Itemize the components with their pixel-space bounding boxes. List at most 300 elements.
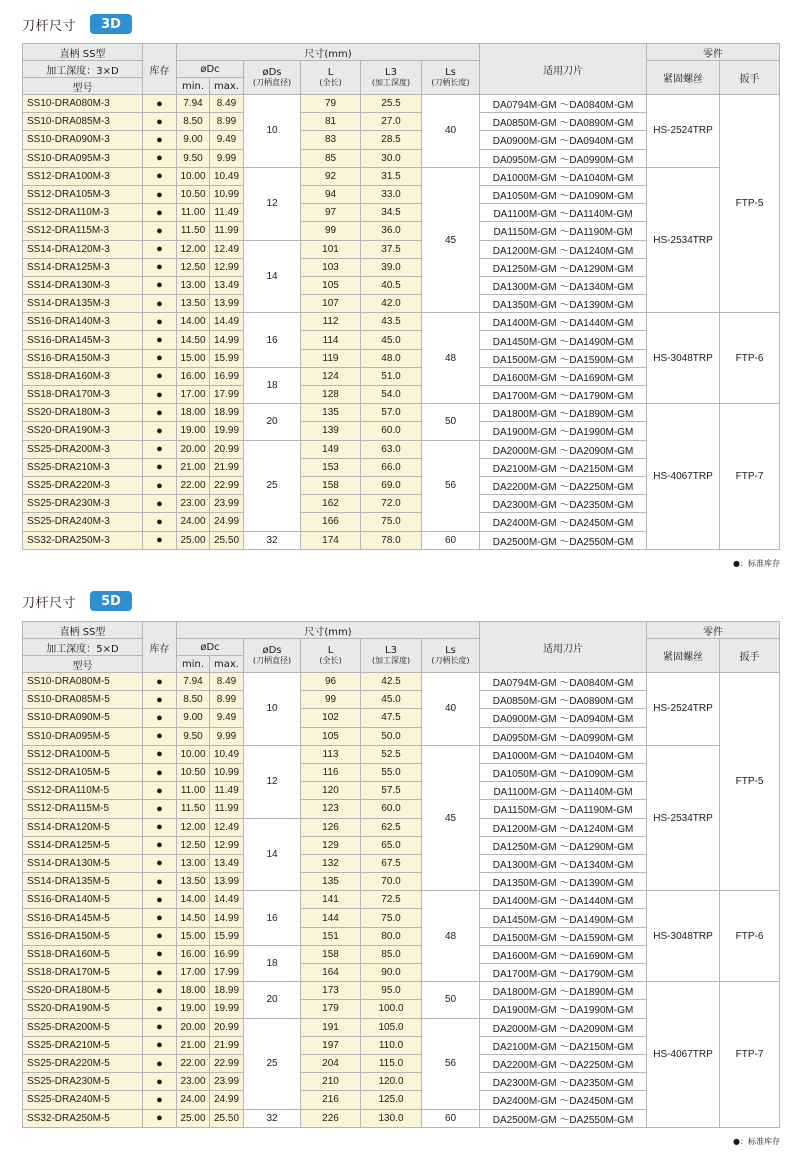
ls-cell: 48 bbox=[422, 313, 480, 404]
l3-cell: 30.0 bbox=[361, 149, 422, 167]
l-cell: 135 bbox=[301, 404, 361, 422]
model-cell: SS25-DRA200M-3 bbox=[23, 440, 143, 458]
dc-min-cell: 20.00 bbox=[177, 440, 210, 458]
wrench-cell: FTP-7 bbox=[720, 982, 780, 1128]
dc-max-cell: 18.99 bbox=[210, 404, 244, 422]
dc-min-cell: 11.00 bbox=[177, 782, 210, 800]
dc-max-cell: 9.99 bbox=[210, 149, 244, 167]
l-cell: 135 bbox=[301, 873, 361, 891]
dc-min-cell: 11.00 bbox=[177, 204, 210, 222]
dc-min-cell: 10.50 bbox=[177, 185, 210, 203]
l-cell: 197 bbox=[301, 1036, 361, 1054]
screw-cell: HS-2524TRP bbox=[647, 673, 720, 746]
blade-cell: DA0850M-GM ～DA0890M-GM bbox=[480, 113, 647, 131]
header-size: 尺寸(mm) bbox=[177, 44, 480, 61]
ds-cell: 18 bbox=[244, 945, 301, 981]
l3-cell: 54.0 bbox=[361, 386, 422, 404]
header-ds-label: øDs bbox=[262, 67, 282, 78]
model-cell: SS25-DRA230M-5 bbox=[23, 1073, 143, 1091]
blade-cell: DA1700M-GM ～DA1790M-GM bbox=[480, 386, 647, 404]
header-parts: 零件 bbox=[647, 622, 780, 639]
header-dc: øDc bbox=[177, 61, 244, 78]
dc-max-cell: 15.99 bbox=[210, 349, 244, 367]
stock-indicator: ● bbox=[143, 258, 177, 276]
header-l bbox=[301, 61, 361, 95]
header-ls-label: Ls bbox=[445, 645, 456, 656]
dc-min-cell: 8.50 bbox=[177, 691, 210, 709]
model-cell: SS10-DRA085M-5 bbox=[23, 691, 143, 709]
ls-cell: 48 bbox=[422, 891, 480, 982]
l-cell: 112 bbox=[301, 313, 361, 331]
dc-max-cell: 21.99 bbox=[210, 458, 244, 476]
l-cell: 151 bbox=[301, 927, 361, 945]
ls-cell: 50 bbox=[422, 404, 480, 440]
blade-cell: DA1700M-GM ～DA1790M-GM bbox=[480, 964, 647, 982]
l3-cell: 110.0 bbox=[361, 1036, 422, 1054]
header-ls-sub: (刀柄长度) bbox=[431, 78, 470, 87]
stock-indicator: ● bbox=[143, 495, 177, 513]
blade-cell: DA1050M-GM ～DA1090M-GM bbox=[480, 763, 647, 781]
dc-max-cell: 10.99 bbox=[210, 185, 244, 203]
l3-cell: 25.5 bbox=[361, 95, 422, 113]
l3-cell: 47.5 bbox=[361, 709, 422, 727]
dc-max-cell: 10.99 bbox=[210, 763, 244, 781]
screw-cell: HS-3048TRP bbox=[647, 313, 720, 404]
dc-min-cell: 15.00 bbox=[177, 927, 210, 945]
l-cell: 120 bbox=[301, 782, 361, 800]
stock-indicator: ● bbox=[143, 367, 177, 385]
header-depth: 加工深度：5×D bbox=[23, 639, 143, 656]
blade-cell: DA0794M-GM ～DA0840M-GM bbox=[480, 95, 647, 113]
dc-min-cell: 25.00 bbox=[177, 531, 210, 549]
l-cell: 162 bbox=[301, 495, 361, 513]
stock-indicator: ● bbox=[143, 313, 177, 331]
header-l-sub: (全长) bbox=[319, 656, 342, 665]
dc-min-cell: 24.00 bbox=[177, 513, 210, 531]
ds-cell: 14 bbox=[244, 240, 301, 313]
blade-cell: DA1300M-GM ～DA1340M-GM bbox=[480, 276, 647, 294]
header-size: 尺寸(mm) bbox=[177, 622, 480, 639]
spec-table-body bbox=[23, 95, 780, 550]
dc-max-cell: 11.49 bbox=[210, 204, 244, 222]
l3-cell: 80.0 bbox=[361, 927, 422, 945]
wrench-cell: FTP-5 bbox=[720, 673, 780, 891]
stock-indicator: ● bbox=[143, 95, 177, 113]
blade-cell: DA1800M-GM ～DA1890M-GM bbox=[480, 404, 647, 422]
dc-min-cell: 14.00 bbox=[177, 891, 210, 909]
model-cell: SS12-DRA105M-5 bbox=[23, 763, 143, 781]
dc-min-cell: 9.50 bbox=[177, 727, 210, 745]
wrench-cell: FTP-6 bbox=[720, 891, 780, 982]
dc-min-cell: 10.00 bbox=[177, 745, 210, 763]
dc-min-cell: 12.00 bbox=[177, 240, 210, 258]
dc-min-cell: 12.50 bbox=[177, 836, 210, 854]
stock-indicator: ● bbox=[143, 386, 177, 404]
header-dc-min: min. bbox=[177, 656, 210, 673]
l3-cell: 43.5 bbox=[361, 313, 422, 331]
l3-cell: 120.0 bbox=[361, 1073, 422, 1091]
header-l3-sub: (加工深度) bbox=[371, 78, 411, 87]
model-cell: SS25-DRA210M-3 bbox=[23, 458, 143, 476]
model-cell: SS10-DRA095M-5 bbox=[23, 727, 143, 745]
l-cell: 210 bbox=[301, 1073, 361, 1091]
blade-cell: DA1350M-GM ～DA1390M-GM bbox=[480, 873, 647, 891]
l-cell: 83 bbox=[301, 131, 361, 149]
blade-cell: DA1450M-GM ～DA1490M-GM bbox=[480, 909, 647, 927]
model-cell: SS12-DRA110M-5 bbox=[23, 782, 143, 800]
model-cell: SS20-DRA180M-3 bbox=[23, 404, 143, 422]
dc-max-cell: 10.49 bbox=[210, 745, 244, 763]
l3-cell: 100.0 bbox=[361, 1000, 422, 1018]
header-dc-max: max. bbox=[210, 78, 244, 95]
l3-cell: 34.5 bbox=[361, 204, 422, 222]
ls-cell: 50 bbox=[422, 982, 480, 1018]
stock-indicator: ● bbox=[143, 909, 177, 927]
model-cell: SS14-DRA130M-5 bbox=[23, 854, 143, 872]
l-cell: 94 bbox=[301, 185, 361, 203]
stock-indicator: ● bbox=[143, 1109, 177, 1127]
table-row bbox=[23, 313, 780, 331]
stock-legend-note: ●：标准库存 bbox=[733, 1137, 780, 1146]
stock-indicator: ● bbox=[143, 331, 177, 349]
l-cell: 158 bbox=[301, 945, 361, 963]
l3-cell: 90.0 bbox=[361, 964, 422, 982]
header-l3-label: L3 bbox=[385, 645, 397, 656]
ds-cell: 25 bbox=[244, 440, 301, 531]
dc-max-cell: 20.99 bbox=[210, 1018, 244, 1036]
blade-cell: DA2500M-GM ～DA2550M-GM bbox=[480, 531, 647, 549]
l3-cell: 60.0 bbox=[361, 800, 422, 818]
dc-max-cell: 14.49 bbox=[210, 313, 244, 331]
l3-cell: 85.0 bbox=[361, 945, 422, 963]
model-cell: SS10-DRA090M-3 bbox=[23, 131, 143, 149]
dc-max-cell: 20.99 bbox=[210, 440, 244, 458]
header-blade: 适用刀片 bbox=[480, 622, 647, 673]
stock-indicator: ● bbox=[143, 276, 177, 294]
dc-max-cell: 22.99 bbox=[210, 1054, 244, 1072]
blade-cell: DA2200M-GM ～DA2250M-GM bbox=[480, 1054, 647, 1072]
header-l3-sub: (加工深度) bbox=[371, 656, 411, 665]
stock-indicator: ● bbox=[143, 854, 177, 872]
table-row bbox=[23, 673, 780, 691]
stock-indicator: ● bbox=[143, 1018, 177, 1036]
l3-cell: 125.0 bbox=[361, 1091, 422, 1109]
dc-max-cell: 23.99 bbox=[210, 1073, 244, 1091]
l-cell: 79 bbox=[301, 95, 361, 113]
blade-cell: DA1900M-GM ～DA1990M-GM bbox=[480, 1000, 647, 1018]
model-cell: SS18-DRA160M-3 bbox=[23, 367, 143, 385]
blade-cell: DA1600M-GM ～DA1690M-GM bbox=[480, 367, 647, 385]
ds-cell: 10 bbox=[244, 673, 301, 746]
dc-min-cell: 20.00 bbox=[177, 1018, 210, 1036]
stock-legend-note: ●：标准库存 bbox=[733, 559, 780, 568]
dc-min-cell: 21.00 bbox=[177, 458, 210, 476]
dc-max-cell: 24.99 bbox=[210, 513, 244, 531]
l-cell: 216 bbox=[301, 1091, 361, 1109]
header-l-label: L bbox=[327, 67, 334, 78]
blade-cell: DA2200M-GM ～DA2250M-GM bbox=[480, 476, 647, 494]
model-cell: SS12-DRA100M-5 bbox=[23, 745, 143, 763]
dc-min-cell: 10.50 bbox=[177, 763, 210, 781]
l3-cell: 75.0 bbox=[361, 909, 422, 927]
blade-cell: DA2100M-GM ～DA2150M-GM bbox=[480, 1036, 647, 1054]
dc-max-cell: 11.99 bbox=[210, 222, 244, 240]
model-cell: SS20-DRA190M-5 bbox=[23, 1000, 143, 1018]
l-cell: 126 bbox=[301, 818, 361, 836]
l3-cell: 57.0 bbox=[361, 404, 422, 422]
model-cell: SS12-DRA110M-3 bbox=[23, 204, 143, 222]
l3-cell: 95.0 bbox=[361, 982, 422, 1000]
l3-cell: 45.0 bbox=[361, 691, 422, 709]
dc-max-cell: 8.99 bbox=[210, 691, 244, 709]
l3-cell: 55.0 bbox=[361, 763, 422, 781]
model-cell: SS12-DRA100M-3 bbox=[23, 167, 143, 185]
section-title bbox=[22, 13, 132, 35]
blade-cell: DA0850M-GM ～DA0890M-GM bbox=[480, 691, 647, 709]
dc-max-cell: 12.99 bbox=[210, 258, 244, 276]
l-cell: 153 bbox=[301, 458, 361, 476]
model-cell: SS14-DRA125M-5 bbox=[23, 836, 143, 854]
dc-min-cell: 25.00 bbox=[177, 1109, 210, 1127]
dc-min-cell: 12.50 bbox=[177, 258, 210, 276]
model-cell: SS25-DRA240M-3 bbox=[23, 513, 143, 531]
l3-cell: 37.5 bbox=[361, 240, 422, 258]
dc-min-cell: 23.00 bbox=[177, 495, 210, 513]
header-blade: 适用刀片 bbox=[480, 44, 647, 95]
stock-indicator: ● bbox=[143, 727, 177, 745]
model-cell: SS12-DRA105M-3 bbox=[23, 185, 143, 203]
blade-cell: DA1150M-GM ～DA1190M-GM bbox=[480, 800, 647, 818]
blade-cell: DA1600M-GM ～DA1690M-GM bbox=[480, 945, 647, 963]
stock-indicator: ● bbox=[143, 149, 177, 167]
screw-cell: HS-3048TRP bbox=[647, 891, 720, 982]
l3-cell: 66.0 bbox=[361, 458, 422, 476]
header-wrench: 扳手 bbox=[720, 639, 780, 673]
l3-cell: 105.0 bbox=[361, 1018, 422, 1036]
l-cell: 158 bbox=[301, 476, 361, 494]
header-l3 bbox=[361, 639, 422, 673]
blade-cell: DA1250M-GM ～DA1290M-GM bbox=[480, 836, 647, 854]
l3-cell: 60.0 bbox=[361, 422, 422, 440]
header-screw: 紧固螺丝 bbox=[647, 61, 720, 95]
model-cell: SS14-DRA135M-3 bbox=[23, 295, 143, 313]
l-cell: 129 bbox=[301, 836, 361, 854]
stock-indicator: ● bbox=[143, 295, 177, 313]
header-l-sub: (全长) bbox=[319, 78, 342, 87]
l3-cell: 28.5 bbox=[361, 131, 422, 149]
l3-cell: 31.5 bbox=[361, 167, 422, 185]
model-cell: SS12-DRA115M-5 bbox=[23, 800, 143, 818]
l-cell: 226 bbox=[301, 1109, 361, 1127]
header-ds bbox=[244, 61, 301, 95]
l-cell: 128 bbox=[301, 386, 361, 404]
header-dc-max: max. bbox=[210, 656, 244, 673]
l3-cell: 50.0 bbox=[361, 727, 422, 745]
header-wrench: 扳手 bbox=[720, 61, 780, 95]
l-cell: 174 bbox=[301, 531, 361, 549]
header-screw: 紧固螺丝 bbox=[647, 639, 720, 673]
dc-min-cell: 7.94 bbox=[177, 673, 210, 691]
l-cell: 166 bbox=[301, 513, 361, 531]
ds-cell: 14 bbox=[244, 818, 301, 891]
l-cell: 119 bbox=[301, 349, 361, 367]
dc-min-cell: 9.00 bbox=[177, 131, 210, 149]
header-l3-label: L3 bbox=[385, 67, 397, 78]
l3-cell: 52.5 bbox=[361, 745, 422, 763]
spec-table bbox=[22, 621, 780, 1128]
ds-cell: 12 bbox=[244, 745, 301, 818]
dc-min-cell: 7.94 bbox=[177, 95, 210, 113]
model-cell: SS12-DRA115M-3 bbox=[23, 222, 143, 240]
blade-cell: DA1400M-GM ～DA1440M-GM bbox=[480, 313, 647, 331]
stock-indicator: ● bbox=[143, 440, 177, 458]
blade-cell: DA2000M-GM ～DA2090M-GM bbox=[480, 440, 647, 458]
dc-max-cell: 13.99 bbox=[210, 295, 244, 313]
l-cell: 102 bbox=[301, 709, 361, 727]
l3-cell: 69.0 bbox=[361, 476, 422, 494]
dc-max-cell: 16.99 bbox=[210, 367, 244, 385]
ds-cell: 16 bbox=[244, 313, 301, 368]
dc-min-cell: 21.00 bbox=[177, 1036, 210, 1054]
model-cell: SS16-DRA140M-5 bbox=[23, 891, 143, 909]
blade-cell: DA1300M-GM ～DA1340M-GM bbox=[480, 854, 647, 872]
stock-indicator: ● bbox=[143, 800, 177, 818]
stock-indicator: ● bbox=[143, 185, 177, 203]
model-cell: SS18-DRA170M-5 bbox=[23, 964, 143, 982]
dc-max-cell: 8.99 bbox=[210, 113, 244, 131]
model-cell: SS16-DRA150M-5 bbox=[23, 927, 143, 945]
dc-max-cell: 8.49 bbox=[210, 95, 244, 113]
blade-cell: DA2400M-GM ～DA2450M-GM bbox=[480, 513, 647, 531]
l3-cell: 48.0 bbox=[361, 349, 422, 367]
dc-max-cell: 9.49 bbox=[210, 131, 244, 149]
dc-max-cell: 22.99 bbox=[210, 476, 244, 494]
dc-min-cell: 14.50 bbox=[177, 331, 210, 349]
dc-min-cell: 19.00 bbox=[177, 1000, 210, 1018]
wrench-cell: FTP-7 bbox=[720, 404, 780, 550]
blade-cell: DA1500M-GM ～DA1590M-GM bbox=[480, 349, 647, 367]
l-cell: 113 bbox=[301, 745, 361, 763]
l-cell: 116 bbox=[301, 763, 361, 781]
dc-max-cell: 24.99 bbox=[210, 1091, 244, 1109]
header-ls bbox=[422, 639, 480, 673]
l3-cell: 72.5 bbox=[361, 891, 422, 909]
l3-cell: 40.5 bbox=[361, 276, 422, 294]
stock-indicator: ● bbox=[143, 873, 177, 891]
dc-min-cell: 9.00 bbox=[177, 709, 210, 727]
header-parts: 零件 bbox=[647, 44, 780, 61]
stock-indicator: ● bbox=[143, 691, 177, 709]
model-cell: SS25-DRA200M-5 bbox=[23, 1018, 143, 1036]
dc-max-cell: 17.99 bbox=[210, 964, 244, 982]
l3-cell: 115.0 bbox=[361, 1054, 422, 1072]
l-cell: 114 bbox=[301, 331, 361, 349]
stock-indicator: ● bbox=[143, 818, 177, 836]
blade-cell: DA1350M-GM ～DA1390M-GM bbox=[480, 295, 647, 313]
header-stock: 库存 bbox=[143, 44, 177, 95]
l3-cell: 42.0 bbox=[361, 295, 422, 313]
l-cell: 124 bbox=[301, 367, 361, 385]
l-cell: 132 bbox=[301, 854, 361, 872]
l3-cell: 70.0 bbox=[361, 873, 422, 891]
blade-cell: DA1000M-GM ～DA1040M-GM bbox=[480, 745, 647, 763]
l3-cell: 33.0 bbox=[361, 185, 422, 203]
dc-min-cell: 14.50 bbox=[177, 909, 210, 927]
dc-max-cell: 11.49 bbox=[210, 782, 244, 800]
dc-max-cell: 8.49 bbox=[210, 673, 244, 691]
stock-indicator: ● bbox=[143, 964, 177, 982]
model-cell: SS18-DRA170M-3 bbox=[23, 386, 143, 404]
stock-indicator: ● bbox=[143, 709, 177, 727]
model-cell: SS25-DRA210M-5 bbox=[23, 1036, 143, 1054]
stock-indicator: ● bbox=[143, 982, 177, 1000]
spec-table-body bbox=[23, 673, 780, 1128]
l3-cell: 36.0 bbox=[361, 222, 422, 240]
section-title-text: 刀杆尺寸 bbox=[22, 18, 77, 34]
depth-badge: 5D bbox=[90, 591, 132, 611]
model-cell: SS25-DRA240M-5 bbox=[23, 1091, 143, 1109]
model-cell: SS14-DRA135M-5 bbox=[23, 873, 143, 891]
blade-cell: DA1500M-GM ～DA1590M-GM bbox=[480, 927, 647, 945]
l3-cell: 62.5 bbox=[361, 818, 422, 836]
dc-max-cell: 23.99 bbox=[210, 495, 244, 513]
blade-cell: DA1250M-GM ～DA1290M-GM bbox=[480, 258, 647, 276]
dc-min-cell: 22.00 bbox=[177, 476, 210, 494]
ds-cell: 16 bbox=[244, 891, 301, 946]
dc-min-cell: 11.50 bbox=[177, 222, 210, 240]
dc-max-cell: 14.99 bbox=[210, 909, 244, 927]
dc-min-cell: 13.50 bbox=[177, 873, 210, 891]
blade-cell: DA1050M-GM ～DA1090M-GM bbox=[480, 185, 647, 203]
ls-cell: 45 bbox=[422, 167, 480, 313]
dc-min-cell: 10.00 bbox=[177, 167, 210, 185]
blade-cell: DA2500M-GM ～DA2550M-GM bbox=[480, 1109, 647, 1127]
dc-max-cell: 15.99 bbox=[210, 927, 244, 945]
stock-indicator: ● bbox=[143, 1073, 177, 1091]
l3-cell: 72.0 bbox=[361, 495, 422, 513]
dc-min-cell: 11.50 bbox=[177, 800, 210, 818]
dc-max-cell: 18.99 bbox=[210, 982, 244, 1000]
model-cell: SS14-DRA125M-3 bbox=[23, 258, 143, 276]
table-row bbox=[23, 891, 780, 909]
ls-cell: 40 bbox=[422, 673, 480, 746]
model-cell: SS32-DRA250M-5 bbox=[23, 1109, 143, 1127]
dc-min-cell: 19.00 bbox=[177, 422, 210, 440]
stock-indicator: ● bbox=[143, 927, 177, 945]
l3-cell: 78.0 bbox=[361, 531, 422, 549]
dc-min-cell: 23.00 bbox=[177, 1073, 210, 1091]
l-cell: 164 bbox=[301, 964, 361, 982]
l3-cell: 42.5 bbox=[361, 673, 422, 691]
l-cell: 99 bbox=[301, 222, 361, 240]
l3-cell: 75.0 bbox=[361, 513, 422, 531]
header-dc: øDc bbox=[177, 639, 244, 656]
dc-max-cell: 17.99 bbox=[210, 386, 244, 404]
dc-min-cell: 16.00 bbox=[177, 367, 210, 385]
stock-indicator: ● bbox=[143, 673, 177, 691]
dc-min-cell: 13.00 bbox=[177, 854, 210, 872]
stock-indicator: ● bbox=[143, 763, 177, 781]
dc-max-cell: 13.49 bbox=[210, 276, 244, 294]
table-row bbox=[23, 745, 780, 763]
header-ds bbox=[244, 639, 301, 673]
l3-cell: 67.5 bbox=[361, 854, 422, 872]
section-title-text: 刀杆尺寸 bbox=[22, 595, 77, 611]
model-cell: SS10-DRA095M-3 bbox=[23, 149, 143, 167]
model-cell: SS25-DRA220M-3 bbox=[23, 476, 143, 494]
l3-cell: 51.0 bbox=[361, 367, 422, 385]
model-cell: SS16-DRA145M-3 bbox=[23, 331, 143, 349]
